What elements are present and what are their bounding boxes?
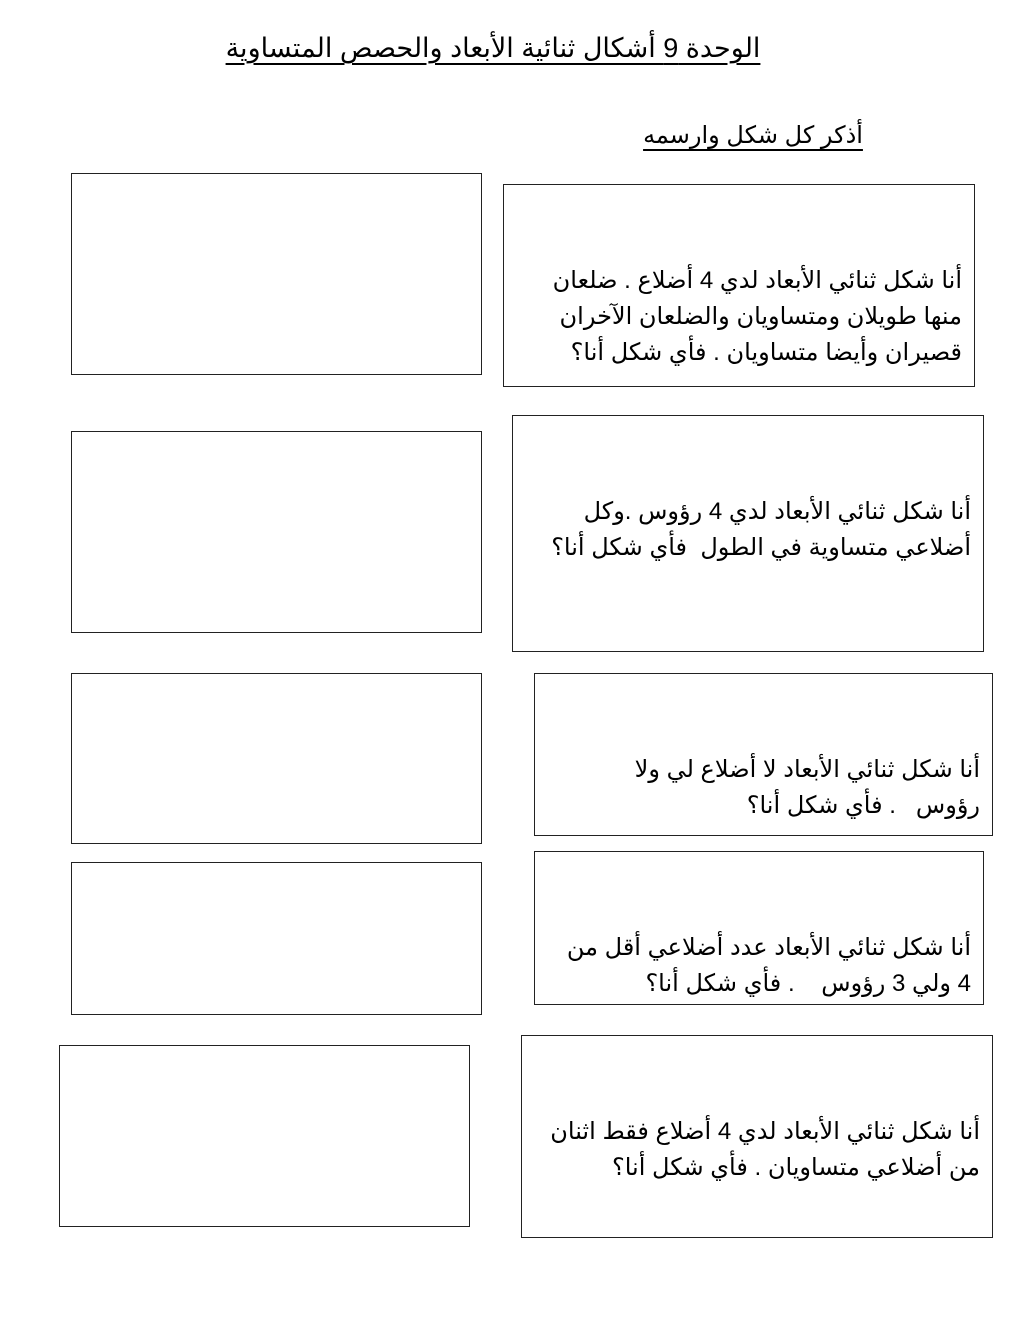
drawing-box-1[interactable] [71, 173, 482, 375]
drawing-box-4[interactable] [71, 862, 482, 1015]
riddle-text-5: أنا شكل ثنائي الأبعاد لدي 4 أضلاع فقط اثنان من أضلاعي متساويان . فأي شكل أنا؟ [543, 1118, 980, 1181]
riddle-text-1: أنا شكل ثنائي الأبعاد لدي 4 أضلاع . ضلعان منها طويلان ومتساويان والضلعان الآخران قصيران وأيضا متساويان . فأي شكل أنا؟ [546, 267, 962, 366]
drawing-box-5[interactable] [59, 1045, 470, 1227]
page-title: الوحدة 9 أشكال ثنائية الأبعاد والحصص المتساوية [225, 33, 761, 63]
riddle-text-2: أنا شكل ثنائي الأبعاد لدي 4 رؤوس .وكل أضلاعي متساوية في الطول فأي شكل أنا؟ [551, 498, 971, 561]
riddle-text-3: أنا شكل ثنائي الأبعاد لا أضلاع لي ولا رؤوس . فأي شكل أنا؟ [627, 756, 980, 819]
drawing-box-2[interactable] [71, 431, 482, 633]
riddle-box-2 [512, 415, 984, 652]
riddle-box-1 [503, 184, 975, 387]
riddle-text-4: أنا شكل ثنائي الأبعاد عدد أضلاعي أقل من 4 ولي 3 رؤوس . فأي شكل أنا؟ [560, 934, 971, 997]
drawing-box-3[interactable] [71, 673, 482, 844]
riddle-box-5 [521, 1035, 993, 1238]
instruction-heading: أذكر كل شكل وارسمه [643, 122, 863, 149]
riddle-box-3 [534, 673, 993, 836]
riddle-box-4 [534, 851, 984, 1005]
